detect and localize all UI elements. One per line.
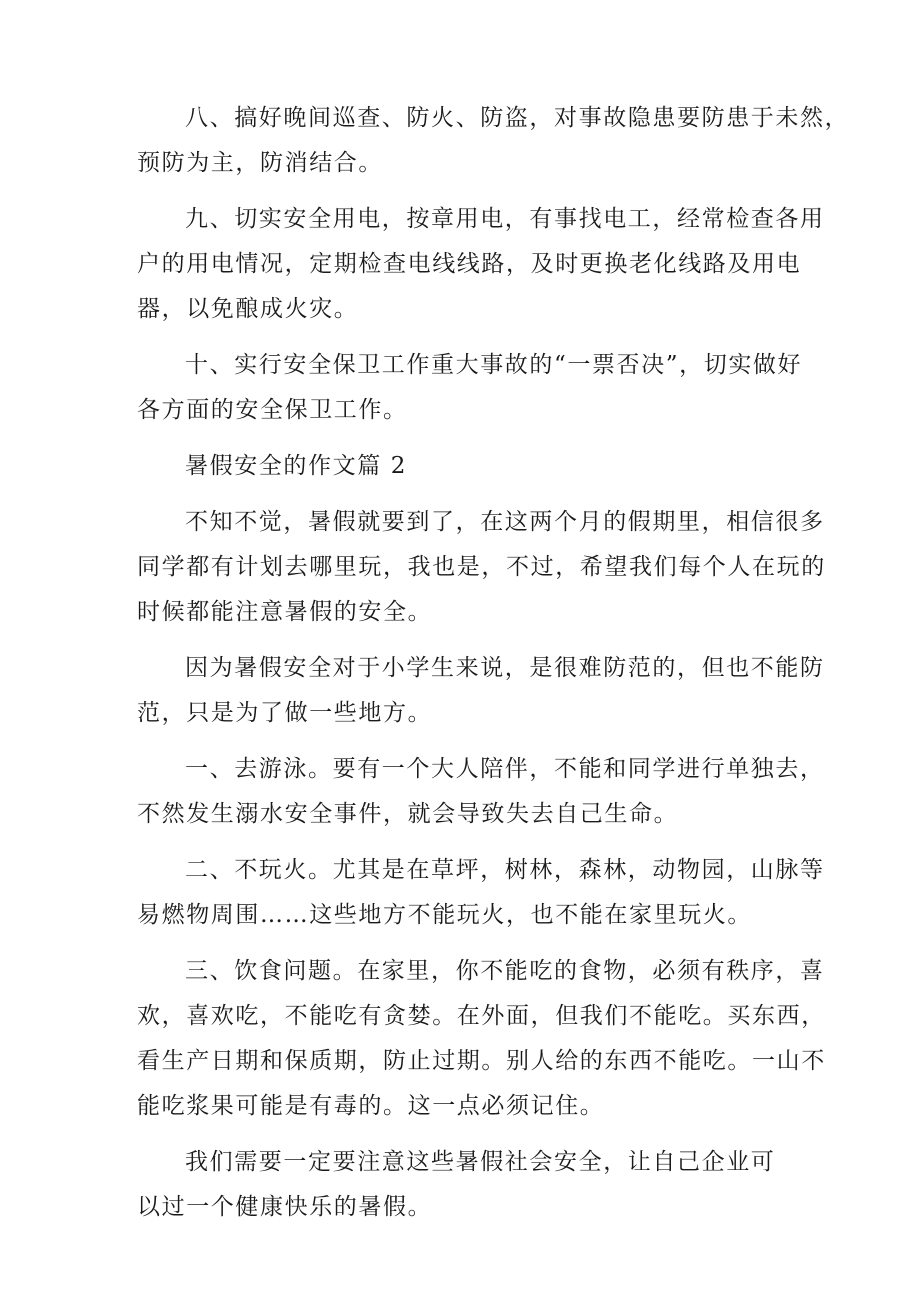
text-line: 同学都有计划去哪里玩，我也是，不过，希望我们每个人在玩的	[137, 554, 826, 580]
text-line: 九、切实安全用电，按章用电，有事找电工，经常检查各用	[185, 206, 825, 232]
text-line: 我们需要一定要注意这些暑假社会安全，让自己企业可	[185, 1149, 776, 1175]
text-line: 以过一个健康快乐的暑假。	[137, 1194, 433, 1220]
paragraph-intro	[137, 500, 826, 635]
text-line: 三、饮食问题。在家里，你不能吃的食物，必须有秩序，喜	[185, 958, 825, 984]
text-line: 因为暑假安全对于小学生来说，是很难防范的，但也不能防	[185, 655, 825, 681]
paragraph-conclusion	[137, 1140, 797, 1230]
section-title: 暑假安全的作文篇 2	[185, 453, 407, 479]
text-line: 各方面的安全保卫工作。	[137, 397, 408, 423]
text-line: 器，以免酿成火灾。	[137, 296, 359, 322]
paragraph-item-9	[137, 197, 825, 332]
text-line: 时候都能注意暑假的安全。	[137, 599, 433, 625]
text-line: 二、不玩火。尤其是在草坪，树林，森林，动物园，山脉等	[185, 857, 825, 883]
text-line: 看生产日期和保质期，防止过期。别人给的东西不能吃。一山不	[137, 1048, 826, 1074]
text-line: 一、去游泳。要有一个大人陪伴，不能和同学进行单独去，	[185, 756, 825, 782]
paragraph-reason	[137, 646, 825, 736]
paragraph-item-fire	[137, 848, 825, 938]
text-line: 能吃浆果可能是有毒的。这一点必须记住。	[137, 1093, 605, 1119]
paragraph-item-food	[137, 949, 826, 1129]
text-line: 十、实行安全保卫工作重大事故的“一票否决”，切实做好	[185, 352, 803, 378]
text-line: 不知不觉，暑假就要到了，在这两个月的假期里，相信很多	[185, 509, 825, 535]
text-line: 户的用电情况，定期检查电线线路，及时更换老化线路及用电	[137, 251, 802, 277]
document-body	[137, 96, 850, 1241]
text-line: 八、搞好晚间巡查、防火、防盗，对事故隐患要防患于未然，	[185, 105, 850, 131]
paragraph-item-8	[137, 96, 850, 186]
text-line: 不然发生溺水安全事件，就会导致失去自己生命。	[137, 801, 679, 827]
text-line: 欢，喜欢吃，不能吃有贪婪。在外面，但我们不能吃。买东西，	[137, 1003, 826, 1029]
text-line: 预防为主，防消结合。	[137, 150, 383, 176]
text-line: 易燃物周围……这些地方不能玩火，也不能在家里玩火。	[137, 902, 752, 928]
paragraph-item-swimming	[137, 747, 825, 837]
paragraph-item-10	[137, 343, 803, 433]
text-line: 范，只是为了做一些地方。	[137, 700, 433, 726]
